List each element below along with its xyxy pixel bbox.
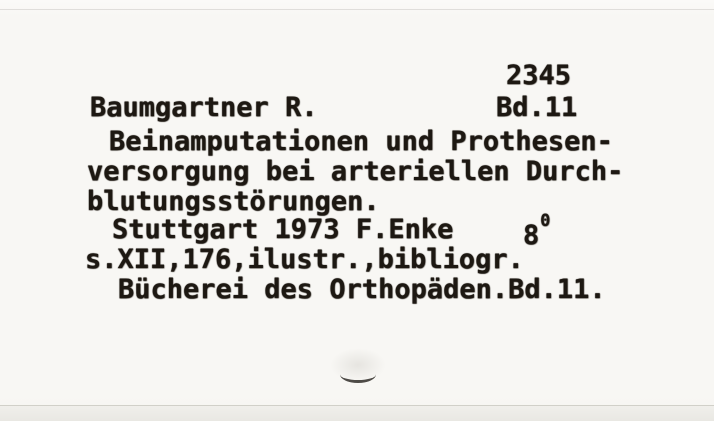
format-superscript: 0 xyxy=(540,210,551,231)
card-hole-mark xyxy=(340,366,376,383)
title-line-3: blutungsstörungen. xyxy=(87,186,380,217)
scan-top-edge xyxy=(0,9,714,10)
scan-bottom-edge xyxy=(0,405,714,421)
title-line-2: versorgung bei arteriellen Durch- xyxy=(87,156,624,187)
call-number: 2345 xyxy=(506,60,572,91)
collation: s.XII,176,ilustr.,bibliogr. xyxy=(85,244,524,275)
format-base: 8 xyxy=(523,220,540,251)
volume-ref: Bd.11 xyxy=(496,92,578,123)
title-line-1: Beinamputationen und Prothesen- xyxy=(109,126,613,157)
author-heading: Baumgartner R. xyxy=(90,92,318,123)
format-notation xyxy=(523,212,550,252)
imprint: Stuttgart 1973 F.Enke xyxy=(112,214,454,245)
series-note: Bücherei des Orthopäden.Bd.11. xyxy=(118,274,606,305)
